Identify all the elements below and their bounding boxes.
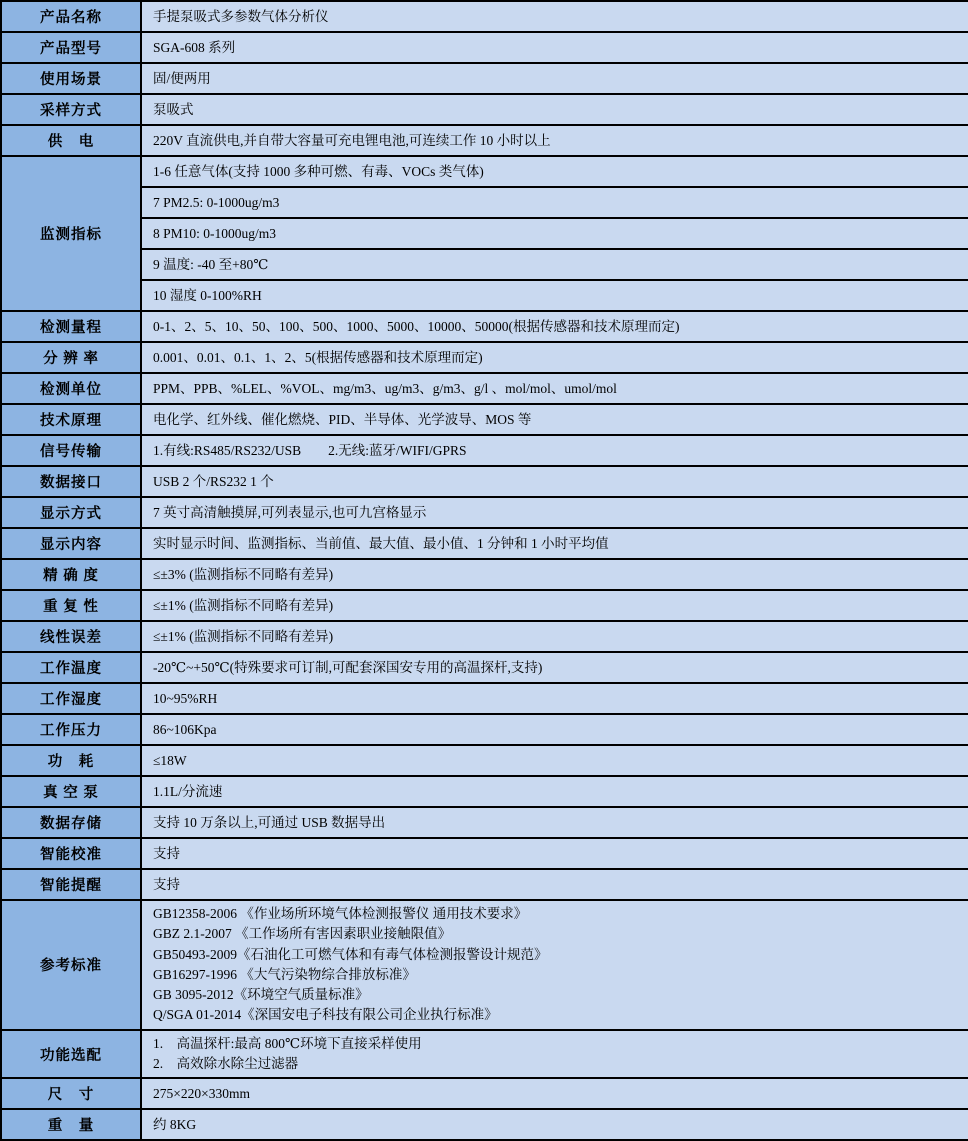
table-row: [1, 1, 968, 32]
table-row: [1, 497, 968, 528]
table-row: [1, 249, 968, 280]
row-label: 数据存储: [1, 807, 141, 838]
table-row: [1, 1030, 968, 1079]
cell-line: GBZ 2.1-2007 《工作场所有害因素职业接触限值》: [153, 926, 452, 942]
row-value: 10 湿度 0-100%RH: [141, 280, 968, 311]
row-value: -20℃~+50℃(特殊要求可订制,可配套深国安专用的高温探杆,支持): [141, 652, 968, 683]
table-row: [1, 869, 968, 900]
row-value: 220V 直流供电,并自带大容量可充电锂电池,可连续工作 10 小时以上: [141, 125, 968, 156]
row-value: 实时显示时间、监测指标、当前值、最大值、最小值、1 分钟和 1 小时平均值: [141, 528, 968, 559]
cell-line: 1. 高温探杆:最高 800℃环境下直接采样使用: [153, 1035, 422, 1051]
table-row: [1, 900, 968, 1030]
row-label: 智能校准: [1, 838, 141, 869]
row-label: 重 复 性: [1, 590, 141, 621]
table-row: [1, 125, 968, 156]
row-label: 智能提醒: [1, 869, 141, 900]
table-row: [1, 435, 968, 466]
table-row: [1, 838, 968, 869]
table-row: [1, 714, 968, 745]
row-value: 275×220×330mm: [141, 1078, 968, 1109]
table-row: [1, 1109, 968, 1140]
table-row: [1, 807, 968, 838]
row-label: 数据接口: [1, 466, 141, 497]
table-row: [1, 466, 968, 497]
row-value: ≤±3% (监测指标不同略有差异): [141, 559, 968, 590]
table-row: [1, 373, 968, 404]
row-value: 8 PM10: 0-1000ug/m3: [141, 218, 968, 249]
row-value: 0.001、0.01、0.1、1、2、5(根据传感器和技术原理而定): [141, 342, 968, 373]
row-label: 监测指标: [1, 156, 141, 311]
row-label: 供 电: [1, 125, 141, 156]
cell-line: 2. 高效除水除尘过滤器: [153, 1056, 299, 1072]
table-row: [1, 528, 968, 559]
cell-line: GB16297-1996 《大气污染物综合排放标准》: [153, 966, 416, 982]
row-label: 工作压力: [1, 714, 141, 745]
row-label: 产品型号: [1, 32, 141, 63]
row-value: 86~106Kpa: [141, 714, 968, 745]
cell-line: Q/SGA 01-2014《深国安电子科技有限公司企业执行标准》: [153, 1007, 498, 1023]
row-value: 电化学、红外线、催化燃烧、PID、半导体、光学波导、MOS 等: [141, 404, 968, 435]
row-value: 0-1、2、5、10、50、100、500、1000、5000、10000、50000(根据传感器和技术原理而定): [141, 311, 968, 342]
row-value: 10~95%RH: [141, 683, 968, 714]
row-value: 1-6 任意气体(支持 1000 多种可燃、有毒、VOCs 类气体): [141, 156, 968, 187]
table-row: [1, 32, 968, 63]
table-row: [1, 621, 968, 652]
table-row: [1, 311, 968, 342]
row-value: 1.1L/分流速: [141, 776, 968, 807]
row-value: 手提泵吸式多参数气体分析仪: [141, 1, 968, 32]
table-row: [1, 404, 968, 435]
row-label: 精 确 度: [1, 559, 141, 590]
table-row: [1, 94, 968, 125]
table-row: [1, 745, 968, 776]
row-label: 显示方式: [1, 497, 141, 528]
row-label: 参考标准: [1, 900, 141, 1030]
table-row: [1, 342, 968, 373]
row-label: 工作温度: [1, 652, 141, 683]
table-row: [1, 218, 968, 249]
row-label: 功能选配: [1, 1030, 141, 1079]
row-label: 检测单位: [1, 373, 141, 404]
row-label: 检测量程: [1, 311, 141, 342]
row-label: 使用场景: [1, 63, 141, 94]
table-row: [1, 280, 968, 311]
row-label: 分 辨 率: [1, 342, 141, 373]
table-row: [1, 652, 968, 683]
row-value: ≤18W: [141, 745, 968, 776]
row-value: USB 2 个/RS232 1 个: [141, 466, 968, 497]
cell-line: GB12358-2006 《作业场所环境气体检测报警仪 通用技术要求》: [153, 906, 528, 921]
table-row: [1, 776, 968, 807]
table-row: [1, 1078, 968, 1109]
row-value: 固/便两用: [141, 63, 968, 94]
row-value: 支持: [141, 838, 968, 869]
row-label: 真 空 泵: [1, 776, 141, 807]
row-label: 采样方式: [1, 94, 141, 125]
row-value: 约 8KG: [141, 1109, 968, 1140]
row-value: [141, 1030, 968, 1079]
table-row: [1, 683, 968, 714]
row-value: 支持 10 万条以上,可通过 USB 数据导出: [141, 807, 968, 838]
row-label: 功 耗: [1, 745, 141, 776]
row-value: SGA-608 系列: [141, 32, 968, 63]
spec-table-body: [1, 1, 968, 1140]
row-value: ≤±1% (监测指标不同略有差异): [141, 621, 968, 652]
row-label: 产品名称: [1, 1, 141, 32]
cell-line: GB50493-2009《石油化工可燃气体和有毒气体检测报警设计规范》: [153, 946, 548, 962]
row-value: 9 温度: -40 至+80℃: [141, 249, 968, 280]
row-label: 技术原理: [1, 404, 141, 435]
table-row: [1, 590, 968, 621]
row-value: 7 PM2.5: 0-1000ug/m3: [141, 187, 968, 218]
row-value: 7 英寸高清触摸屏,可列表显示,也可九宫格显示: [141, 497, 968, 528]
row-label: 信号传输: [1, 435, 141, 466]
row-value: ≤±1% (监测指标不同略有差异): [141, 590, 968, 621]
row-label: 线性误差: [1, 621, 141, 652]
row-value: 支持: [141, 869, 968, 900]
row-value: PPM、PPB、%LEL、%VOL、mg/m3、ug/m3、g/m3、g/l 、mol/mol、umol/mol: [141, 373, 968, 404]
row-value: [141, 900, 968, 1030]
table-row: [1, 559, 968, 590]
row-label: 显示内容: [1, 528, 141, 559]
table-row: [1, 187, 968, 218]
cell-line: GB 3095-2012《环境空气质量标准》: [153, 987, 369, 1003]
row-label: 尺 寸: [1, 1078, 141, 1109]
row-value: 1.有线:RS485/RS232/USB 2.无线:蓝牙/WIFI/GPRS: [141, 435, 968, 466]
row-label: 重 量: [1, 1109, 141, 1140]
row-label: 工作湿度: [1, 683, 141, 714]
table-row: [1, 156, 968, 187]
row-value: 泵吸式: [141, 94, 968, 125]
table-row: [1, 63, 968, 94]
